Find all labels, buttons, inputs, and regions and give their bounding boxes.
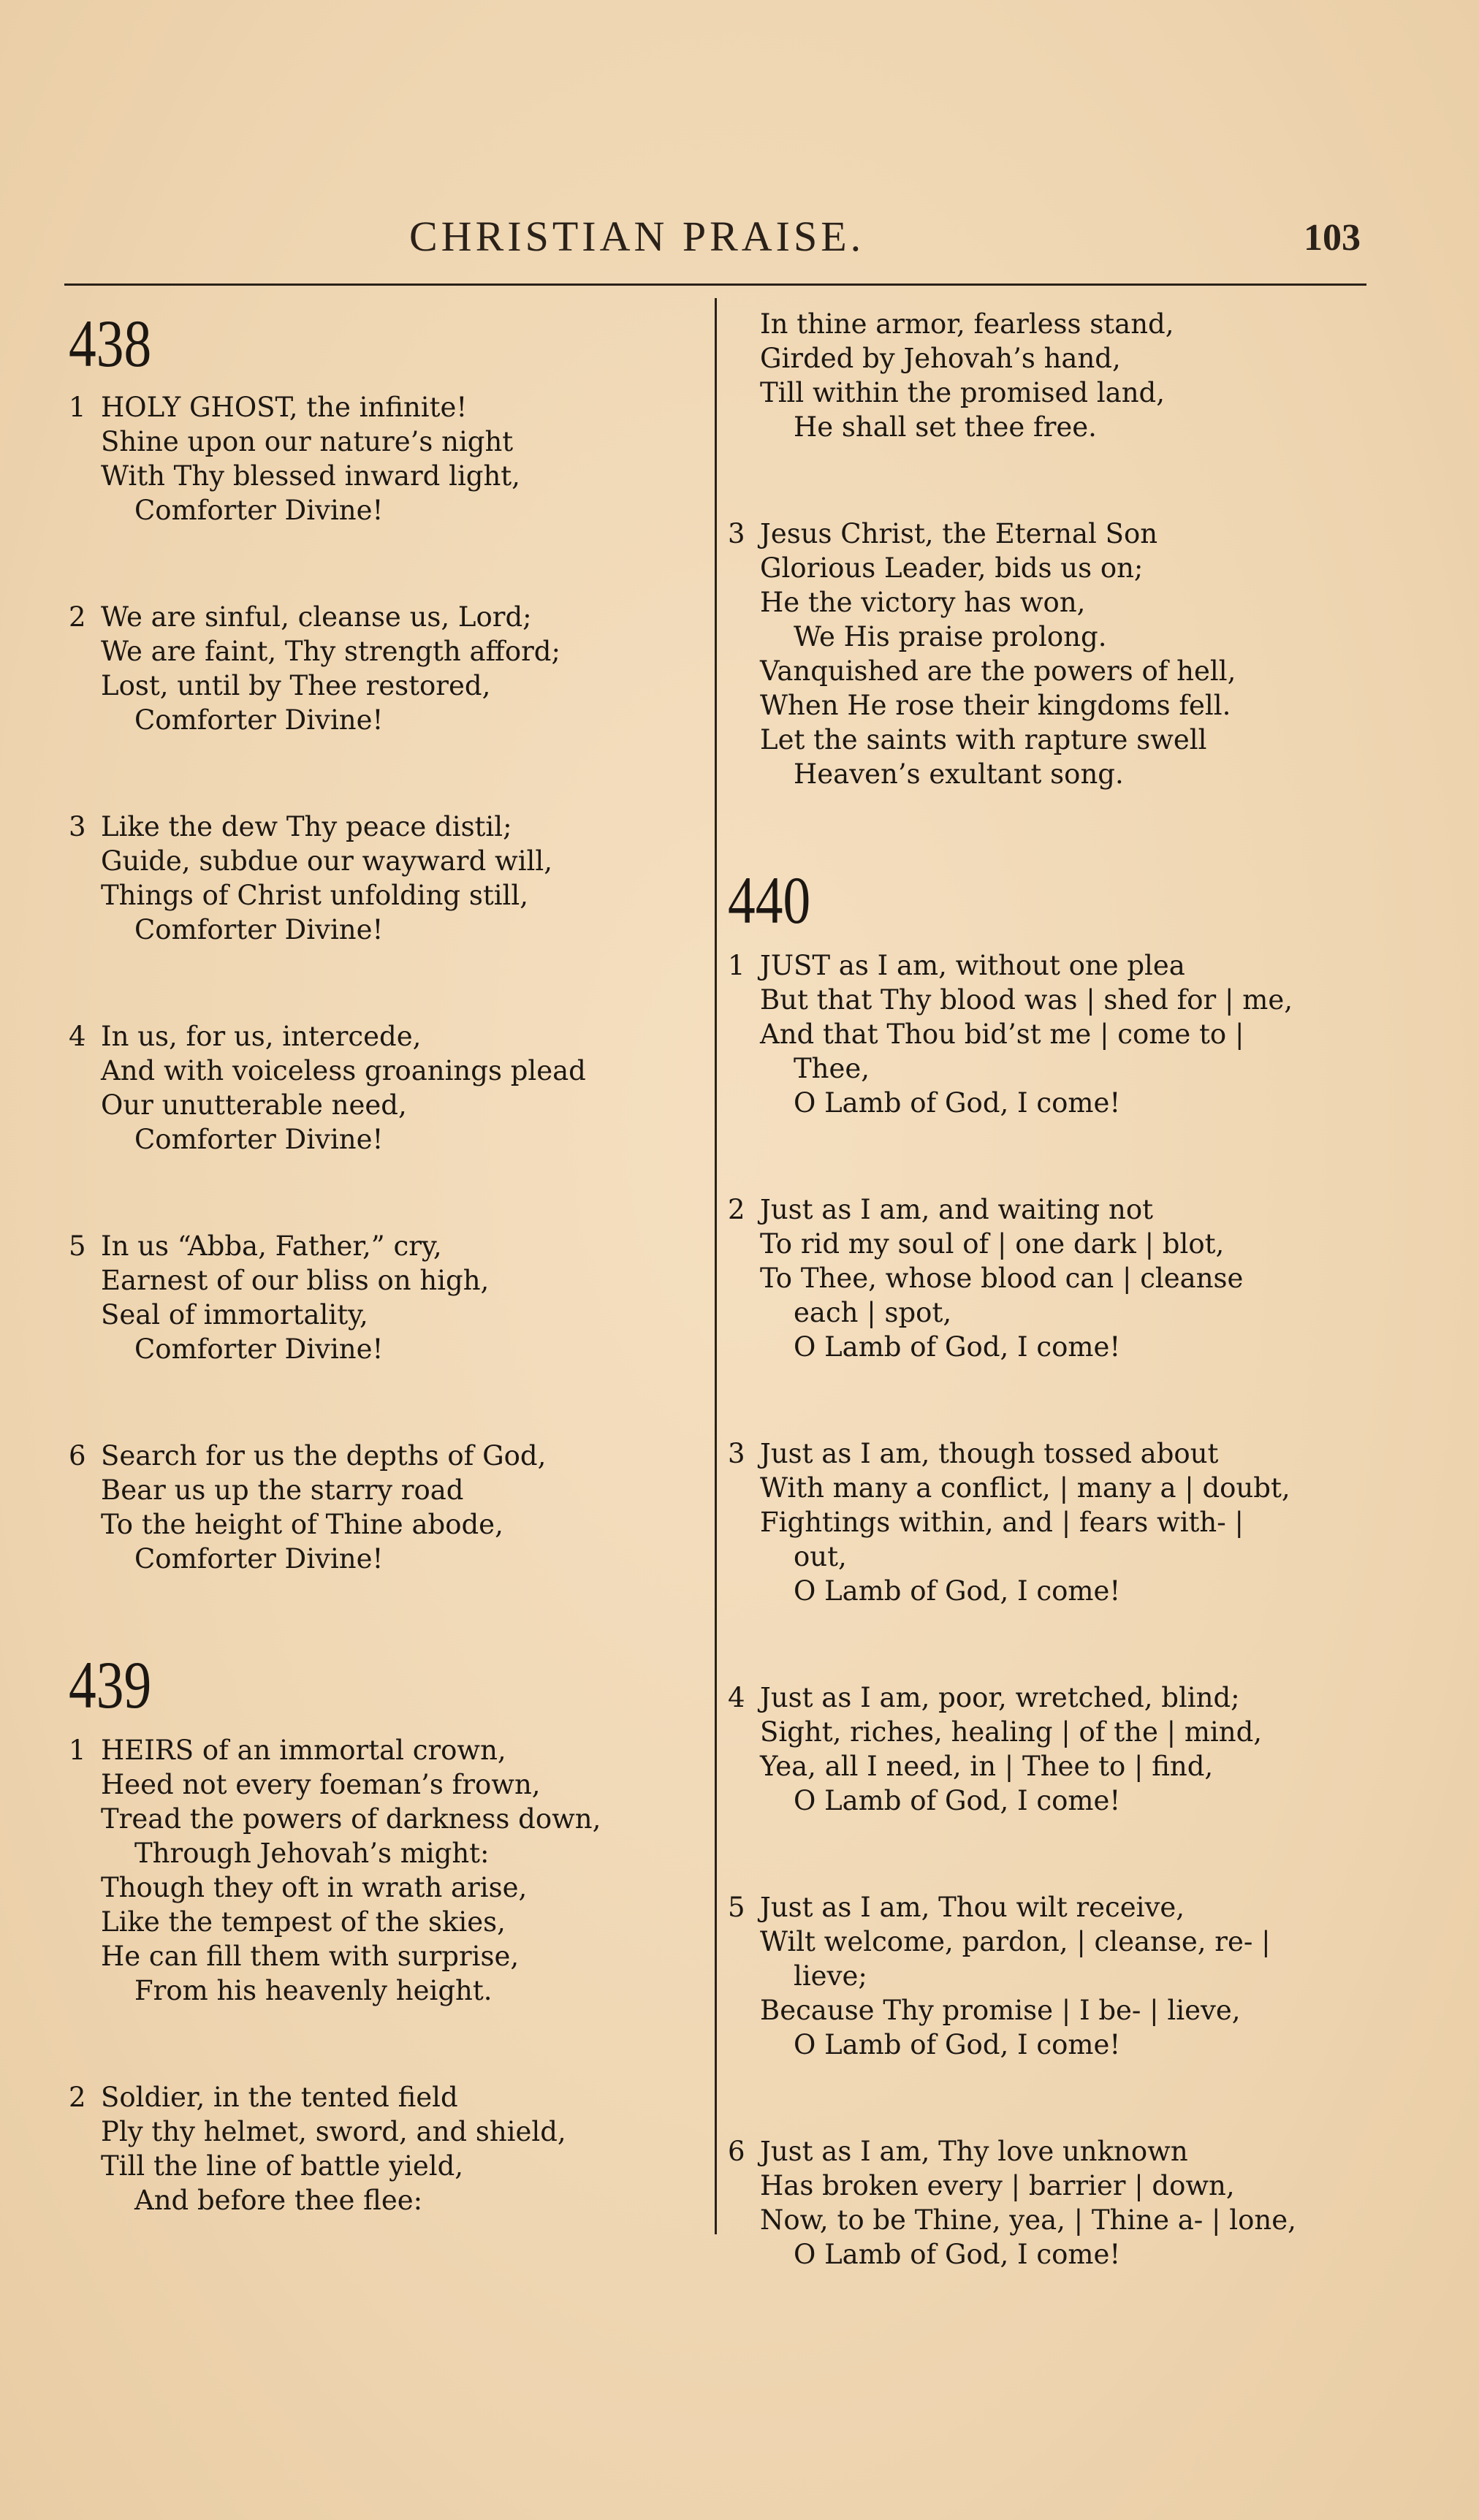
column-divider: [715, 298, 717, 2234]
verse-line: To Thee, whose blood can | cleanse: [760, 1263, 1244, 1294]
verse-line: Seal of immortality,: [101, 1299, 368, 1331]
verse: [728, 517, 1371, 791]
verse-line: But that Thy blood was | shed for | me,: [760, 984, 1293, 1016]
verse-line: In us, for us, intercede,: [101, 1021, 422, 1052]
verse: [69, 1229, 697, 1366]
verse-line: With many a conflict, | many a | doubt,: [760, 1472, 1290, 1504]
verse-number: 4: [728, 1682, 745, 1713]
verse-line: Girded by Jehovah’s hand,: [760, 343, 1121, 374]
verse-line: Though they oft in wrath arise,: [101, 1872, 528, 1903]
verse-line: In us “Abba, Father,” cry,: [101, 1230, 442, 1262]
verse-line: Jesus Christ, the Eternal Son: [760, 518, 1158, 549]
verse-line: Comforter Divine!: [134, 1333, 384, 1365]
verse-line: Just as I am, and waiting not: [760, 1194, 1153, 1225]
verse-line: Comforter Divine!: [134, 914, 384, 945]
verse-line: And that Thou bid’st me | come to |: [760, 1019, 1244, 1050]
verse-line: O Lamb of God, I come!: [794, 1575, 1121, 1607]
verse: [69, 1019, 697, 1157]
verse-line: Our unutterable need,: [101, 1089, 407, 1121]
verse: [69, 2080, 697, 2218]
verse-line: He the victory has won,: [760, 587, 1086, 618]
verse: [69, 1439, 697, 1576]
verse: [728, 1192, 1371, 1364]
verse-line: Fightings within, and | fears with- |: [760, 1507, 1244, 1538]
hymn-438: [69, 390, 697, 1576]
verse-line: out,: [794, 1541, 847, 1572]
verse-line: Like the tempest of the skies,: [101, 1906, 506, 1938]
verse-line: Earnest of our bliss on high,: [101, 1265, 490, 1296]
hymn-440: [728, 948, 1371, 2272]
verse-line: O Lamb of God, I come!: [794, 1785, 1121, 1816]
hymn-439: [69, 1733, 697, 2008]
verse-line: Let the saints with rapture swell: [760, 724, 1207, 755]
verse-line: Vanquished are the powers of hell,: [760, 655, 1236, 687]
verse: [728, 948, 1371, 1120]
verse: [728, 1890, 1371, 2062]
verse-line: Tread the powers of darkness down,: [101, 1803, 601, 1835]
verse-line: We are sinful, cleanse us, Lord;: [101, 601, 532, 633]
running-header: CHRISTIAN PRAISE.: [409, 213, 865, 260]
verse-line: To the height of Thine abode,: [101, 1509, 503, 1540]
verse-line: Guide, subdue our wayward will,: [101, 845, 552, 877]
verse-number: 3: [728, 518, 745, 549]
verse-line: Lost, until by Thee restored,: [101, 670, 491, 701]
verse: [69, 810, 697, 947]
verse-line: He can fill them with surprise,: [101, 1941, 520, 1972]
verse-line: HOLY GHOST, the infinite!: [101, 392, 468, 423]
verse-line: JUST as I am, without one plea: [760, 950, 1185, 981]
verse: [69, 390, 697, 528]
verse-line: Just as I am, though tossed about: [760, 1438, 1219, 1469]
verse-number: 3: [69, 811, 86, 842]
verse: [728, 2134, 1371, 2272]
verse-number: 4: [69, 1021, 86, 1052]
hymn-439-continued: [728, 307, 1371, 791]
verse-line: Has broken every | barrier | down,: [760, 2170, 1235, 2201]
verse-number: 6: [728, 2136, 745, 2167]
verse-line: Just as I am, Thy love unknown: [760, 2136, 1188, 2167]
verse-line: Like the dew Thy peace distil;: [101, 811, 512, 842]
verse-number: 2: [728, 1194, 745, 1225]
verse-line: Ply thy helmet, sword, and shield,: [101, 2116, 566, 2147]
verse-number: 1: [728, 950, 745, 981]
verse-number: 2: [69, 601, 86, 633]
right-column: [728, 307, 1371, 2344]
page-number: 103: [1304, 217, 1361, 259]
verse-line: HEIRS of an immortal crown,: [101, 1735, 506, 1766]
verse-number: 2: [69, 2082, 86, 2113]
verse-line: Till the line of battle yield,: [101, 2150, 464, 2182]
verse-line: O Lamb of God, I come!: [794, 2239, 1121, 2270]
verse-line: O Lamb of God, I come!: [794, 2029, 1121, 2060]
verse-line: Soldier, in the tented field: [101, 2082, 458, 2113]
verse-line: O Lamb of God, I come!: [794, 1331, 1121, 1363]
verse: [69, 600, 697, 737]
verse: [728, 1436, 1371, 1608]
verse-line: each | spot,: [794, 1297, 952, 1328]
verse-line: Things of Christ unfolding still,: [101, 880, 528, 911]
verse-line: Heaven’s exultant song.: [794, 758, 1124, 790]
verse-line: Comforter Divine!: [134, 495, 384, 526]
verse-line: Because Thy promise | I be- | lieve,: [760, 1995, 1241, 2026]
hymn-number: 439: [69, 1648, 152, 1722]
verse-line: To rid my soul of | one dark | blot,: [760, 1228, 1225, 1260]
verse-line: Comforter Divine!: [134, 1124, 384, 1155]
verse: [728, 307, 1371, 444]
verse-line: And with voiceless groanings plead: [101, 1055, 586, 1086]
verse-line: lieve;: [794, 1960, 867, 1992]
verse-line: With Thy blessed inward light,: [101, 460, 520, 492]
verse-line: Comforter Divine!: [134, 1543, 384, 1575]
verse-number: 5: [728, 1892, 745, 1923]
verse-line: Bear us up the starry road: [101, 1474, 464, 1506]
verse-line: Comforter Divine!: [134, 704, 384, 736]
verse-line: Now, to be Thine, yea, | Thine a- | lone,: [760, 2204, 1296, 2236]
verse-line: We His praise prolong.: [794, 621, 1107, 652]
verse-line: Thee,: [794, 1053, 870, 1084]
verse-line: When He rose their kingdoms fell.: [760, 690, 1231, 721]
verse-line: Through Jehovah’s might:: [134, 1838, 490, 1869]
verse-line: Sight, riches, healing | of the | mind,: [760, 1716, 1263, 1748]
verse-line: Search for us the depths of God,: [101, 1440, 547, 1472]
verse: [728, 1680, 1371, 1818]
hymn-number: 440: [728, 863, 811, 937]
verse-line: Heed not every foeman’s frown,: [101, 1769, 541, 1800]
verse-line: From his heavenly height.: [134, 1975, 493, 2006]
verse-number: 1: [69, 392, 86, 423]
hymn-number: 438: [69, 306, 152, 381]
hymn-439-verse-2-start: [69, 2080, 697, 2218]
verse-line: Just as I am, Thou wilt receive,: [760, 1892, 1185, 1923]
verse-line: Just as I am, poor, wretched, blind;: [760, 1682, 1240, 1713]
verse: [69, 1733, 697, 2008]
verse-line: And before thee flee:: [134, 2185, 423, 2216]
verse-line: Yea, all I need, in | Thee to | find,: [760, 1751, 1214, 1782]
verse-number: 5: [69, 1230, 86, 1262]
verse-number: 6: [69, 1440, 86, 1472]
verse-line: In thine armor, fearless stand,: [760, 308, 1174, 340]
verse-number: 3: [728, 1438, 745, 1469]
verse-line: He shall set thee free.: [794, 411, 1097, 443]
verse-line: Wilt welcome, pardon, | cleanse, re- |: [760, 1926, 1271, 1957]
verse-line: O Lamb of God, I come!: [794, 1087, 1121, 1119]
verse-number: 1: [69, 1735, 86, 1766]
verse-line: We are faint, Thy strength afford;: [101, 636, 560, 667]
verse-line: Glorious Leader, bids us on;: [760, 552, 1144, 584]
left-column: [69, 307, 697, 2218]
verse-line: Till within the promised land,: [760, 377, 1165, 408]
verse-line: Shine upon our nature’s night: [101, 426, 514, 457]
header-rule: [64, 283, 1366, 286]
